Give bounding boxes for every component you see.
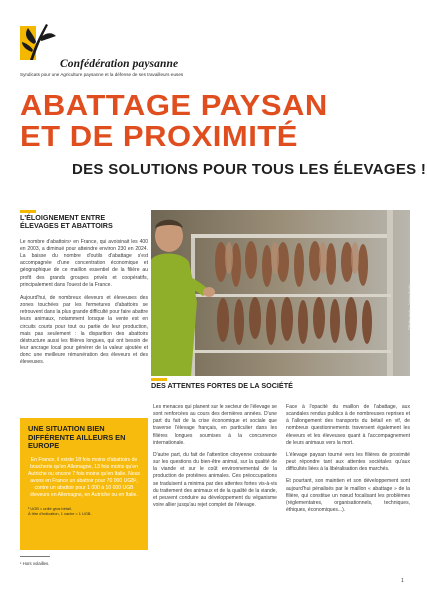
text-column-right (286, 404, 410, 519)
box-note-line1: ² UGB = unité gros bétail. (28, 506, 72, 512)
paragraph: D'autre part, du fait de l'attention citoyenne croissante sur les questions du bien-être animal, sur la qualité de la viande et sur le coût environnemental de la production de protéines animales. Ces préoccupations se traduisent a minima par des attentes fortes vis-à-vis du traitement des animaux et de la qualité de la viande, et peuvent conduire au développement du véganisme voire allier jusqu'au rejet complet de l'élevage. (153, 451, 277, 509)
box-note (28, 506, 140, 516)
section-eloignement (20, 214, 148, 366)
section-title-text: DES ATTENTES FORTES DE LA SOCIÉTÉ (151, 381, 293, 390)
text-column-left (153, 404, 277, 514)
section-title (20, 214, 148, 233)
paragraph: Les menaces qui planent sur le secteur de l'élevage se sont renforcées au cours des dernières années. D'une part du fait de la crise économique et sociale que traverse l'élevage français, en particulier dans les filières longues soumises à la concurrence internationale. (153, 404, 277, 446)
footnote: ¹ Hors volailles. (20, 561, 50, 566)
box-text: En France, il existe 18 fois moins d'abattoirs de boucherie qu'en Allemagne, 13 fois moins qu'en Autriche ou encore 7 fois moins qu'en Italie. Nous avons en France un abattoir pour 70 000 UGB², contre un abattoir pour 1 000 à 10 000 UGB éleveurs en Allemagne, en Autriche ou en Italie. (28, 456, 140, 499)
org-logo (20, 20, 60, 64)
box-title: UNE SITUATION BIEN DIFFÉRENTE AILLEURS EN EUROPE (28, 424, 126, 451)
paragraph: Le nombre d'abattoirs¹ en France, qui avoisinait les 400 en 2003, a diminué pour atteindre environ 230 en 2024. La baisse du nombre d'outils d'abattage s'est accompagnée d'une concentration économique et géographique de ce maillon essentiel de la filière au profit des grands groupes privés et coopératifs, principalement dans l'ouest de la France. (20, 238, 148, 288)
section-title (151, 382, 410, 392)
box-note-line2: À titre d'indication, 1 vache = 1 UGB. (28, 511, 92, 517)
europe-info-box (20, 418, 148, 550)
page-number: 1 (401, 578, 404, 584)
butcher-photo (151, 210, 410, 376)
section-attentes (151, 382, 410, 392)
photo-credit: ©Patte photo · Jordan Brutto (408, 284, 412, 330)
main-title-line1: ABATTAGE PAYSAN (20, 89, 328, 122)
section-title-line1: L'ÉLOIGNEMENT ENTRE (20, 213, 106, 222)
paragraph: Et pourtant, son maintien et son développement sont aujourd'hui pénalisés par le maillon « abattage » de la filière, qui constitue un nœud focalisant les problèmes (réglementaires, organisationnels, techniques, éthiques, économiques...). (286, 478, 410, 514)
paragraph: Aujourd'hui, de nombreux éleveurs et éleveuses des zones touchées par les fermetures d'abattoirs se retrouvent dans la plus grande difficulté pour faire abattre leurs animaux, notamment lorsque la vente est en circuits courts pour tout ou partie de leur production, mais pas seulement : la disparition des abattoirs déstructure aussi les filières longues, qui ont besoin de leur ancrage local pour générer de la valeur ajoutée et donc une meilleure rémunération des éleveurs et des éleveuses. (20, 294, 148, 366)
paragraph: Face à l'opacité du maillon de l'abattage, aux scandales rendus publics à de nombreuses reprises et à l'allongement des transports du bétail en vif, de nombreux questionnements traversent également les éleveurs et les éleveuses quant à l'accompagnement de leurs animaux vers la mort. (286, 404, 410, 446)
paragraph: L'élevage paysan tourné vers les filières de proximité peut répondre tant aux attentes sociétales qu'aux difficultés liées à la libéralisation des marchés. (286, 451, 410, 473)
footnote-divider (20, 556, 50, 557)
main-title-line2: ET DE PROXIMITÉ (20, 120, 298, 153)
accent-bar (151, 378, 167, 381)
subtitle: DES SOLUTIONS POUR TOUS LES ÉLEVAGES ! (72, 161, 427, 178)
section-title-line2: ÉLEVAGES ET ABATTOIRS (20, 221, 113, 231)
org-tagline: Syndicats pour une Agriculture paysanne et la défense de ses travailleurs·euses (20, 72, 184, 77)
accent-bar (20, 210, 36, 213)
org-name: Confédération paysanne (60, 58, 179, 70)
